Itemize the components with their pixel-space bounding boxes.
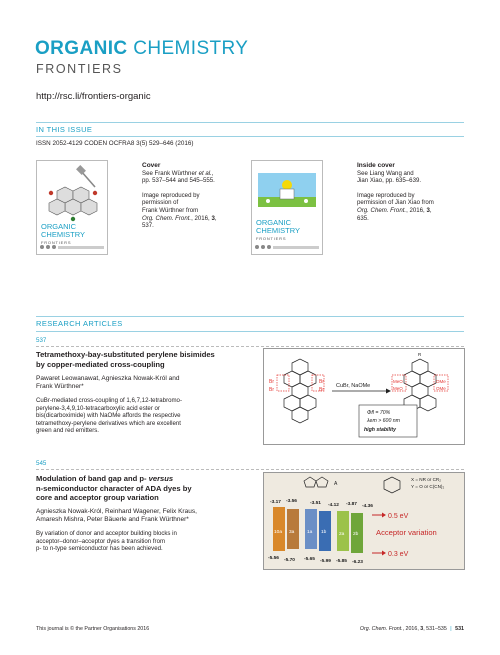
article-title[interactable]	[36, 350, 246, 369]
abstract-line: bis(dicarboximide) with NaOMe affords the respective	[36, 412, 181, 420]
footer-copyright: This journal is © the Partner Organisations 2016	[36, 626, 150, 632]
br-label: Br	[319, 379, 324, 385]
lumo-value: -3.87	[346, 502, 357, 507]
article-title-line1: Tetramethoxy-bay-substituted perylene bisimides	[36, 350, 215, 359]
cover-cite-page: 537.	[142, 222, 154, 230]
article-title-line3: core and acceptor group variation	[36, 493, 159, 503]
br-label: Br	[319, 387, 324, 393]
title-versus: versus	[148, 474, 174, 483]
article-authors-line2: Amaresh Mishra, Peter Bäuerle and Frank Würthner*	[36, 516, 189, 524]
issue-rule-top	[36, 122, 464, 123]
journal-title-bold: ORGANIC	[35, 38, 128, 59]
cover-etal: et al.	[198, 169, 212, 177]
footer-page-number: 531	[455, 626, 464, 632]
energy-bar	[273, 507, 285, 551]
graphical-abstract-perylene[interactable]	[263, 348, 465, 445]
quantum-yield: Φfl = 70%	[367, 410, 391, 416]
cover-line1	[142, 170, 242, 178]
footer-volume: 3	[420, 626, 424, 632]
homo-value: -5.56	[268, 556, 279, 561]
footer-citation	[360, 626, 464, 632]
bar-label: 10a	[274, 530, 283, 535]
energy-bar	[287, 509, 299, 549]
a-label: A	[334, 481, 338, 487]
footer-year: , 2016,	[402, 626, 421, 632]
article-title-line2: n-semiconductor character of ADA dyes by	[36, 483, 192, 493]
abstract-line: By variation of donor and acceptor building blocks in	[36, 530, 177, 537]
logo-icon	[267, 245, 271, 249]
issue-rule-bottom	[36, 136, 464, 137]
ev-bottom-label: 0.3 eV	[388, 551, 409, 558]
cover-thumb-title	[41, 223, 85, 247]
abstract-line: perylene-3,4,9,10-tetracarboxylic acid ester or	[36, 404, 160, 412]
article-page-number: 545	[36, 460, 47, 467]
research-heading: RESEARCH ARTICLES	[36, 319, 123, 328]
inside-cover-rep2: permission of Jian Xiao from	[357, 199, 434, 207]
abstract-line: p- to n-type semiconductor has been achieved.	[36, 545, 163, 553]
bar-label: 2b	[353, 532, 359, 537]
journal-subtitle: FRONTIERS	[36, 62, 123, 76]
inside-cover-cite-volume: 3	[426, 206, 430, 214]
cover-label: Cover	[142, 162, 161, 169]
cover-pages: pp. 537–544 and 545–555.	[142, 177, 215, 185]
lumo-value: -4.12	[328, 503, 339, 508]
ev-top-label: 0.5 eV	[388, 513, 409, 520]
logo-icon	[40, 245, 44, 249]
abstract-line: green and red emitters.	[36, 427, 100, 435]
article-authors	[36, 508, 246, 524]
inside-cover-see: See Liang Wang and	[357, 169, 414, 177]
inside-cover-thumb-title	[256, 219, 300, 243]
ome-label: OMe	[436, 379, 446, 384]
abstract-line: CuBr-mediated cross-coupling of 1,6,7,12-tetrabromo-	[36, 397, 182, 404]
inside-cover-thumb-title-2: CHEMISTRY	[256, 226, 301, 235]
meo-label: MeO	[393, 386, 403, 391]
arrow-head-icon	[386, 389, 391, 394]
stability-label: high stability	[364, 427, 396, 433]
inside-cover-label: Inside cover	[357, 162, 395, 169]
emission-wavelength: λem > 600 nm	[367, 418, 400, 424]
journal-title	[35, 38, 248, 60]
research-rule-top	[36, 316, 464, 317]
homo-value: -5.70	[284, 558, 295, 563]
br-label: Br	[269, 379, 274, 385]
inside-cover-thumb-title-1: ORGANIC	[256, 218, 292, 227]
graphical-abstract-ada-dyes[interactable]	[263, 472, 465, 570]
lumo-value: -4.36	[362, 504, 373, 509]
cover-thumbnail[interactable]	[36, 160, 108, 255]
logo-icon	[46, 245, 50, 249]
footer-journal: Org. Chem. Front.	[359, 626, 403, 632]
cover-thumb-title-2: CHEMISTRY	[41, 230, 86, 239]
article-separator	[36, 346, 464, 347]
cover-thumb-logos	[40, 245, 104, 250]
cover-cite-journal: Org. Chem. Front.	[142, 214, 192, 222]
logo-icon	[52, 245, 56, 249]
homo-value: -5.85	[336, 559, 347, 564]
cover-cite-volume: 3	[211, 214, 215, 222]
right-perylene-structure	[392, 359, 448, 411]
article-authors-line2: Frank Würthner*	[36, 383, 84, 391]
inside-cover-thumb-logos	[255, 245, 319, 250]
footer-separator: |	[450, 626, 452, 632]
article-separator	[36, 469, 464, 470]
cover-comma: ,	[211, 169, 214, 177]
issue-heading: IN THIS ISSUE	[36, 125, 93, 134]
abstract-line: tetramethoxy-perylene derivatives which are excellent	[36, 419, 181, 427]
reagent-label: CuBr, NaOMe	[336, 383, 371, 389]
cover-cite-year: , 2016,	[191, 214, 212, 222]
cover-rep1: Image reproduced by	[142, 191, 200, 199]
meo-label: MeO	[393, 379, 403, 384]
inside-cover-thumb-title-3: FRONTIERS	[256, 236, 287, 241]
article-title[interactable]	[36, 474, 246, 503]
inside-cover-cite-journal: Org. Chem. Front.	[357, 206, 407, 214]
r-label: R	[418, 352, 422, 357]
article-title-line2: by copper-mediated cross-coupling	[36, 359, 165, 369]
article-authors-line1: Pawaret Leowanawat, Agnieszka Nowak-Król and	[36, 375, 180, 382]
inside-cover-cite: Org. Chem. Front., 2016, 3,	[357, 206, 432, 214]
inside-cover-pages: Jian Xiao, pp. 635–639.	[357, 177, 422, 185]
inside-cover-cite-page: 635.	[357, 214, 369, 222]
article-title-line1	[36, 474, 246, 484]
abstract-line: acceptor–donor–acceptor dyes a transition from	[36, 537, 166, 545]
article-authors	[36, 375, 246, 391]
cover-thumb-title-1: ORGANIC	[41, 222, 77, 231]
energy-bar	[337, 511, 349, 551]
inside-cover-cite-year: , 2016,	[406, 206, 427, 214]
cover-thumb-title-3: FRONTIERS	[41, 240, 72, 245]
energy-bar	[305, 509, 317, 549]
homo-value: -6.23	[352, 560, 363, 565]
article-page-number: 537	[36, 337, 47, 344]
cover-rep3: Frank Würthner from	[142, 206, 199, 214]
lumo-value: -3.17	[270, 500, 281, 505]
footer-pages: , 531–535	[423, 626, 447, 632]
issn-line: ISSN 2052-4129 CODEN OCFRA8 3(5) 529–646 (2016)	[36, 140, 194, 147]
bar-label: 3a	[289, 530, 295, 535]
cover-see: See Frank Würthner	[142, 169, 199, 177]
logo-icon	[255, 245, 259, 249]
bar-label: 2a	[339, 532, 345, 537]
cover-description	[142, 162, 242, 230]
energy-level-diagram	[264, 473, 464, 569]
acceptor-variation-label: Acceptor variation	[376, 528, 437, 537]
y-definition: Y = O or C(CN)₂	[411, 484, 445, 489]
perylene-scheme	[264, 349, 464, 444]
lumo-value: -3.56	[286, 499, 297, 504]
article-abstract	[36, 397, 246, 435]
cover-rep2: permission of	[142, 199, 179, 207]
journal-url[interactable]: http://rsc.li/frontiers-organic	[36, 91, 151, 102]
journal-title-rest: CHEMISTRY	[133, 38, 249, 59]
ome-label: OMe	[436, 386, 446, 391]
article-authors-line1: Agnieszka Nowak-Król, Reinhard Wagener, Felix Kraus,	[36, 508, 197, 515]
title-part: Modulation of band gap and p-	[36, 474, 149, 483]
inside-cover-description	[357, 162, 467, 222]
logo-icon	[261, 245, 265, 249]
bar-label: 1a	[307, 530, 313, 535]
inside-cover-thumbnail[interactable]	[251, 160, 323, 255]
left-perylene-structure	[277, 359, 324, 423]
article-abstract	[36, 530, 246, 553]
lumo-value: -3.51	[310, 501, 321, 506]
bar-label: 1b	[321, 530, 327, 535]
logo-bar	[273, 246, 319, 249]
homo-value: -5.99	[320, 559, 331, 564]
inside-cover-rep1: Image reproduced by	[357, 191, 415, 199]
research-rule-bottom	[36, 331, 464, 332]
homo-value: -5.65	[304, 557, 315, 562]
br-label: Br	[269, 387, 274, 393]
x-definition: X = NR or CR₂	[411, 477, 441, 482]
logo-bar	[58, 246, 104, 249]
cover-cite: Org. Chem. Front., 2016, 3,	[142, 214, 217, 222]
